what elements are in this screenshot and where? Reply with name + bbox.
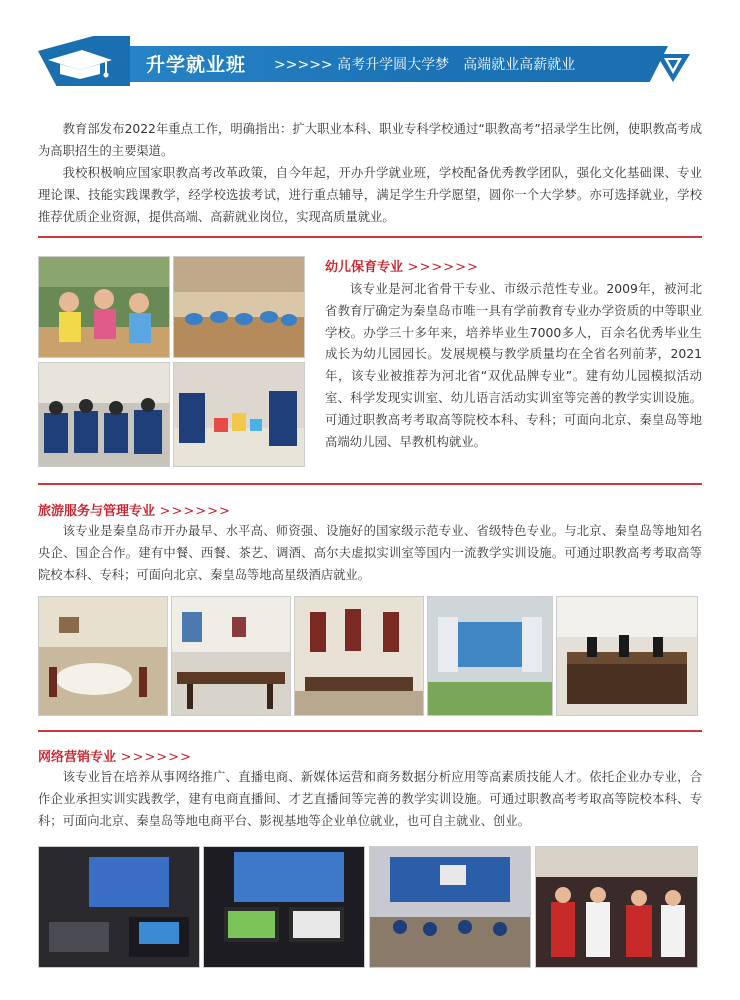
page-title: 升学就业班 (146, 54, 247, 76)
section-arrows: >>>>>> (407, 260, 479, 275)
intro-paragraph-1: 教育部发布2022年重点工作，明确指出：扩大职业本科、职业专科学校通过“职教高考”招录学生比例，使职教高考成为高职招生的主要渠道。 (38, 122, 702, 158)
graduation-cap-icon (44, 48, 114, 80)
section-title-tourism (38, 500, 231, 519)
section-arrows: >>>>>> (159, 504, 231, 519)
section-arrows: >>>>>> (120, 750, 192, 765)
photo-golf-simulator (427, 596, 553, 716)
photo-ecommerce-classroom (369, 846, 531, 968)
header-banner (38, 36, 688, 88)
section-title-text: 旅游服务与管理专业 (38, 504, 156, 519)
section-divider (38, 483, 702, 485)
photo-children-reading (38, 256, 170, 358)
section-divider (38, 730, 702, 732)
page-subtitle: >>>>> 高考升学圆大学梦 高端就业高薪就业 (274, 57, 576, 73)
section-title-text: 网络营销专业 (38, 750, 117, 765)
photo-livestream-studio (38, 846, 200, 968)
photo-banquet-room (38, 596, 168, 716)
section-title-ecommerce (38, 746, 192, 765)
banner-cap-block (38, 36, 130, 86)
section-title-preschool (325, 256, 479, 275)
photo-talent-broadcast-room (203, 846, 365, 968)
intro-paragraph-2: 我校积极响应国家职教高考改革政策，自今年起，开办升学就业班，学校配备优秀教学团队，强化文化基础课、专业理论课、技能实践课教学，经学校选拔考试，进行重点辅导，满足学生升学愿望，圆你一个大学梦。亦可选择就业，学校推荐优质企业资源，提供高端、高薪就业岗位，实现高质量就业。 (38, 166, 702, 224)
photo-live-streaming-students (535, 846, 698, 968)
section-divider (38, 236, 702, 238)
section-title-text: 幼儿保育专业 (325, 260, 404, 275)
section-text-tourism: 该专业是秦皇岛市开办最早、水平高、师资强、设施好的国家级示范专业、省级特色专业。与北京、秦皇岛等地知名央企、国企合作。建有中餐、西餐、茶艺、调酒、高尔夫虚拟实训室等国内一流教学实训设施。可通过职教高考考取高等院校本科、专科；可面向北京、秦皇岛等地高星级酒店就业。 (38, 524, 702, 582)
section-text-preschool: 该专业是河北省骨干专业、市级示范性专业。2009年，被河北省教育厅确定为秦皇岛市唯一具有学前教育专业办学资质的中等职业学校。办学三十多年来，培养毕业生7000多人，百余名优秀毕业生成长为幼儿园园长。发展规模与教学质量均在全省名列前茅，2021年，该专业被推荐为河北省“双优品牌专业”。建有幼儿园模拟活动室、科学发现实训室、幼儿语言活动实训室等完善的教学实训设施。可通过职教高考考取高等院校本科、专科；可面向北京、秦皇岛等地高端幼儿园、早教机构就业。 (325, 281, 702, 449)
photo-western-dining-room (171, 596, 291, 716)
photo-bartending-room (556, 596, 698, 716)
photo-classroom-students (38, 362, 170, 467)
section-text-ecommerce: 该专业旨在培养从事网络推广、直播电商、新媒体运营和商务数据分析应用等高素质技能人才。依托企业办专业，合作企业承担实训实践教学，建有电商直播间、才艺直播间等完善的教学实训设施。可通过职教高考考取高等院校本科、专科；可面向北京、秦皇岛等地电商平台、影视基地等企业单位就业，也可自主就业、创业。 (38, 770, 702, 828)
photo-dance-class (173, 256, 305, 358)
photo-toy-craft-class (173, 362, 305, 467)
chevron-v-icon (656, 50, 690, 84)
photo-tea-room (294, 596, 424, 716)
